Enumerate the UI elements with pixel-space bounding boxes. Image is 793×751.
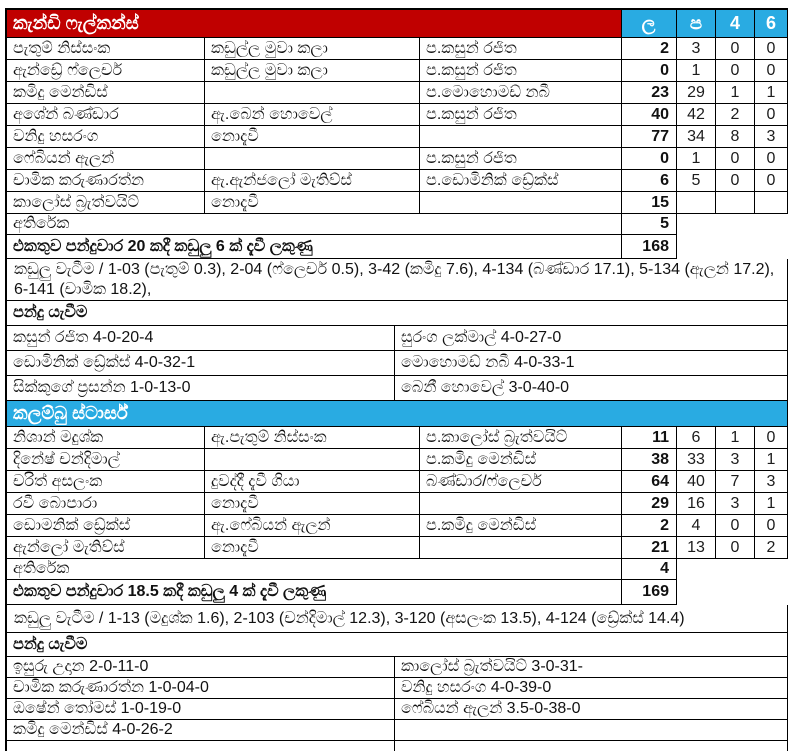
blank-area	[677, 214, 788, 235]
balls-cell: 34	[677, 126, 716, 148]
batsman-row	[5, 471, 790, 493]
fours-cell: 3	[716, 493, 755, 515]
sixes-cell: 2	[755, 537, 788, 559]
bowling-figures-right: කාලෝස් බ්‍රැත්වයිට් 3-0-31-	[395, 657, 788, 678]
batsman-name: චරිත් අසලංක	[5, 471, 205, 493]
bowling-figures-right: ෆේබියන් ඇලන් 3.5-0-38-0	[395, 699, 788, 720]
batsman-row	[5, 170, 790, 192]
bowling-figures-left: චාමික කරුණාරත්න 1-0-04-0	[5, 678, 395, 699]
sixes-cell: 3	[755, 126, 788, 148]
partial-row	[5, 741, 790, 751]
bowling-title: පන්දු යැවීම	[5, 301, 788, 326]
balls-cell: 13	[677, 537, 716, 559]
total-label: එකතුව පන්දුවාර 20 කදී කඩුලු 6 ක් දැවී ලකුණු	[5, 235, 622, 259]
balls-cell: 33	[677, 449, 716, 471]
sixes-cell: 1	[755, 493, 788, 515]
bowler: ප.මොහොමඩ් නබී	[420, 82, 622, 104]
runs-cell: 77	[622, 126, 677, 148]
dismissal: කඩුල්ල මුවා කලා	[205, 60, 420, 82]
balls-cell: 42	[677, 104, 716, 126]
balls-cell: 1	[677, 148, 716, 170]
sixes-cell: 0	[755, 148, 788, 170]
total-row	[5, 235, 790, 259]
team-header-row	[5, 8, 790, 38]
bowler	[420, 126, 622, 148]
fours-cell: 0	[716, 38, 755, 60]
bowling-figures-right: සුරංග ලක්මාල් 4-0-27-0	[395, 326, 788, 351]
dismissal: ඇ.ෆේබියන් ඇලන්	[205, 515, 420, 537]
runs-cell: 64	[622, 471, 677, 493]
extras-label: අතිරේක	[5, 214, 622, 235]
blank-area	[677, 559, 788, 580]
balls-cell	[677, 192, 716, 214]
batsman-name: ඩොමනික් ඩ්‍රේක්ස්	[5, 515, 205, 537]
bowling-row	[5, 720, 790, 741]
dismissal: නොදැවී	[205, 192, 420, 214]
dismissal: ඇ.බෙන් හොවෙල්	[205, 104, 420, 126]
fours-cell: 8	[716, 126, 755, 148]
extras-value: 4	[622, 559, 677, 580]
fours-cell: 0	[716, 60, 755, 82]
bowling-figures-right: මොහොමඩ් නබී 4-0-33-1	[395, 351, 788, 376]
total-value: 168	[622, 235, 677, 259]
bowling-row	[5, 376, 790, 401]
balls-cell: 4	[677, 515, 716, 537]
batsman-name: ඇන්ලෝ මැතිව්ස්	[5, 537, 205, 559]
dismissal: දුවද්දී දැවී ගියා	[205, 471, 420, 493]
balls-cell: 6	[677, 427, 716, 449]
batsman-row	[5, 126, 790, 148]
stat-column-header: 4	[716, 8, 755, 38]
batsman-name: වනිදු හසරංග	[5, 126, 205, 148]
bowler: ප.කසුන් රජිත	[420, 38, 622, 60]
extras-row	[5, 559, 790, 580]
bowling-figures-left: සික්කුගේ ප්‍රසන්න 1-0-13-0	[5, 376, 395, 401]
bowling-figures-right: වනිදු හසරංග 4-0-39-0	[395, 678, 788, 699]
fall-of-wickets: කඩුලු වැටීම / 1-03 (පැතුම් 0.3), 2-04 (ෆ්ලෙචර් 0.5), 3-42 (කමිදු 7.6), 4-134 (බණ්ඩාර 17.1), 5-134 (ඇලන් 17.2), 6-141 (චාමික 18.2),	[5, 259, 788, 301]
fours-cell: 1	[716, 82, 755, 104]
batsman-name: කාලෝස් බ්‍රැත්වයිට්	[5, 192, 205, 214]
batsman-row	[5, 104, 790, 126]
batsman-name: රවී බොපාරා	[5, 493, 205, 515]
stat-column-header: 6	[755, 8, 788, 38]
extras-value: 5	[622, 214, 677, 235]
bowler	[420, 493, 622, 515]
bowling-figures-left: කමිදු මෙන්ඩිස් 4-0-26-2	[5, 720, 395, 741]
team-name: කලම්බු ස්ටාර්ස්	[5, 401, 788, 427]
runs-cell: 6	[622, 170, 677, 192]
batsman-name: කමිදු මෙන්ඩිස්	[5, 82, 205, 104]
bowler: ප.කාලෝස් බ්‍රැත්වයිට්	[420, 427, 622, 449]
team-header-row	[5, 401, 790, 427]
bowling-figures-left: කසුන් රජිත 4-0-20-4	[5, 326, 395, 351]
total-label: එකතුව පන්දුවාර 18.5 කදී කඩුලු 4 ක් දැවී ලකුණු	[5, 580, 622, 605]
total-row	[5, 580, 790, 605]
blank-area	[677, 235, 788, 259]
bowling-row	[5, 326, 790, 351]
bowling-row	[5, 699, 790, 720]
batsman-row	[5, 192, 790, 214]
dismissal: නොදැවී	[205, 537, 420, 559]
batsman-name: පැතුම් නිස්සංක	[5, 38, 205, 60]
dismissal	[205, 449, 420, 471]
dismissal: කඩුල්ල මුවා කලා	[205, 38, 420, 60]
extras-label: අතිරේක	[5, 559, 622, 580]
batsman-name: ඇන්ඩ්‍රේ ෆ්ලෙචර්	[5, 60, 205, 82]
runs-cell: 38	[622, 449, 677, 471]
fours-cell	[716, 192, 755, 214]
batsman-row	[5, 38, 790, 60]
bowler	[420, 537, 622, 559]
fours-cell: 0	[716, 170, 755, 192]
bowling-row	[5, 351, 790, 376]
balls-cell: 16	[677, 493, 716, 515]
batsman-row	[5, 60, 790, 82]
batsman-row	[5, 82, 790, 104]
bowling-title-row	[5, 301, 790, 326]
blank-area	[677, 580, 788, 605]
fours-cell: 0	[716, 537, 755, 559]
bowler: ප.කමිදු මෙන්ඩිස්	[420, 515, 622, 537]
fours-cell: 0	[716, 148, 755, 170]
batsman-name: නිශාන් මදුශ්ක	[5, 427, 205, 449]
runs-cell: 40	[622, 104, 677, 126]
batsman-row	[5, 449, 790, 471]
total-value: 169	[622, 580, 677, 605]
bowling-row	[5, 678, 790, 699]
runs-cell: 11	[622, 427, 677, 449]
runs-cell: 21	[622, 537, 677, 559]
fall-of-wickets: කඩුලු වැටීම / 1-13 (මදුශ්ක 1.6), 2-103 (චන්දිමාල් 12.3), 3-120 (අසලංක 13.5), 4-124 (ඩ්‍රේක්ස් 14.4)	[5, 605, 788, 633]
batsman-name: චාමික කරුණාරත්න	[5, 170, 205, 192]
batsman-row	[5, 427, 790, 449]
bowler: බණ්ඩාර/ෆ්ලෙචර්	[420, 471, 622, 493]
fours-cell: 2	[716, 104, 755, 126]
dismissal	[205, 148, 420, 170]
bowler: ප.කසුන් රජිත	[420, 148, 622, 170]
extras-row	[5, 214, 790, 235]
runs-cell: 2	[622, 515, 677, 537]
batsman-row	[5, 493, 790, 515]
sixes-cell: 0	[755, 60, 788, 82]
fall-of-wickets-row	[5, 605, 790, 633]
dismissal: නොදැවී	[205, 126, 420, 148]
bowling-row	[5, 657, 790, 678]
bowler: ප.කමිදු මෙන්ඩිස්	[420, 449, 622, 471]
sixes-cell: 0	[755, 170, 788, 192]
batsman-name: අශේන් බණ්ඩාර	[5, 104, 205, 126]
sixes-cell: 0	[755, 104, 788, 126]
balls-cell: 1	[677, 60, 716, 82]
bowler: ප.කසුන් රජිත	[420, 60, 622, 82]
sixes-cell: 0	[755, 515, 788, 537]
balls-cell: 3	[677, 38, 716, 60]
balls-cell: 5	[677, 170, 716, 192]
runs-cell: 23	[622, 82, 677, 104]
batsman-row	[5, 148, 790, 170]
bowler: ප.ඩොමිනික් ඩ්‍රේක්ස්	[420, 170, 622, 192]
batsman-name: ෆේබියන් ඇලන්	[5, 148, 205, 170]
runs-cell: 29	[622, 493, 677, 515]
balls-cell: 29	[677, 82, 716, 104]
fours-cell: 1	[716, 427, 755, 449]
scorecard-table	[5, 8, 790, 751]
runs-cell: 15	[622, 192, 677, 214]
bowler	[420, 192, 622, 214]
bowling-figures-right	[395, 720, 788, 741]
fall-of-wickets-row	[5, 259, 790, 301]
partial-cell-right	[395, 741, 788, 751]
sixes-cell	[755, 192, 788, 214]
batsman-row	[5, 537, 790, 559]
dismissal: නොදැවී	[205, 493, 420, 515]
sixes-cell: 0	[755, 38, 788, 60]
bowling-title: පන්දු යැවීම	[5, 633, 788, 657]
dismissal: ඇ.ඇන්ජලෝ මැතිව්ස්	[205, 170, 420, 192]
bowling-figures-left: ඉසුරු උදාන 2-0-11-0	[5, 657, 395, 678]
runs-cell: 0	[622, 60, 677, 82]
bowling-title-row	[5, 633, 790, 657]
batsman-row	[5, 515, 790, 537]
stat-column-header: ල	[622, 8, 677, 38]
bowler: ප.කසුන් රජිත	[420, 104, 622, 126]
runs-cell: 0	[622, 148, 677, 170]
sixes-cell: 0	[755, 427, 788, 449]
stat-column-header: ප	[677, 8, 716, 38]
bowling-figures-left: ඔෂේන් තෝමස් 1-0-19-0	[5, 699, 395, 720]
sixes-cell: 1	[755, 449, 788, 471]
partial-cell-left	[5, 741, 395, 751]
batsman-name: දිනේෂ් චන්දිමාල්	[5, 449, 205, 471]
bowling-figures-left: ඩොමිනික් ඩ්‍රේක්ස් 4-0-32-1	[5, 351, 395, 376]
dismissal: ඇ.පැතුම් නිස්සංක	[205, 427, 420, 449]
sixes-cell: 1	[755, 82, 788, 104]
fours-cell: 3	[716, 449, 755, 471]
bowling-figures-right: බෙනී හොවෙල් 3-0-40-0	[395, 376, 788, 401]
dismissal	[205, 82, 420, 104]
team-name: කැන්ඩි ෆැල්කන්ස්	[5, 8, 622, 38]
fours-cell: 0	[716, 515, 755, 537]
fours-cell: 7	[716, 471, 755, 493]
balls-cell: 40	[677, 471, 716, 493]
runs-cell: 2	[622, 38, 677, 60]
sixes-cell: 3	[755, 471, 788, 493]
